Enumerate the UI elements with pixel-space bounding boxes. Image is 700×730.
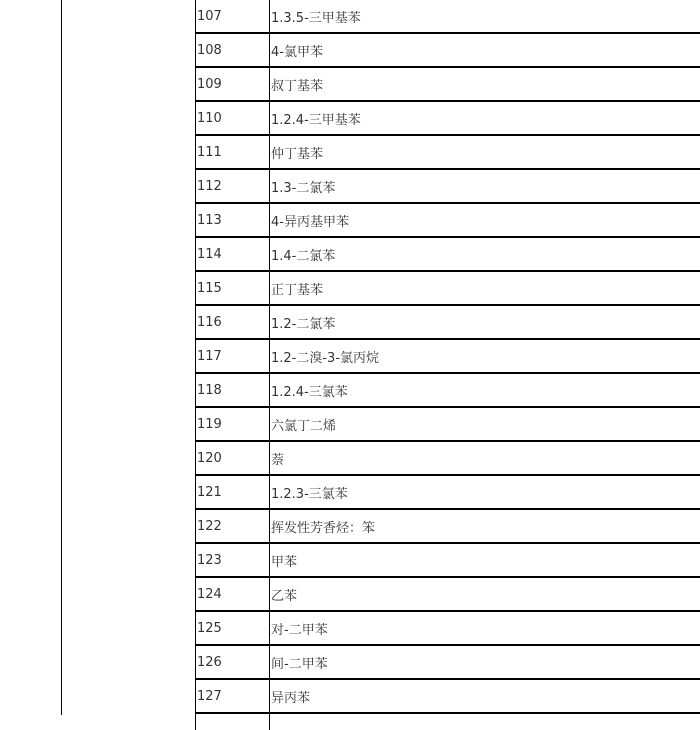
row-number: 108 bbox=[196, 33, 270, 67]
row-number: 117 bbox=[196, 339, 270, 373]
table-row bbox=[196, 169, 700, 203]
table-row bbox=[196, 645, 700, 679]
row-number: 115 bbox=[196, 271, 270, 305]
table-row bbox=[196, 373, 700, 407]
row-number: 116 bbox=[196, 305, 270, 339]
compound-name: 对-二甲苯 bbox=[270, 611, 700, 645]
table-row bbox=[196, 203, 700, 237]
row-number: 112 bbox=[196, 169, 270, 203]
table-row-partial bbox=[196, 713, 700, 730]
compound-name: 六氯丁二烯 bbox=[270, 407, 700, 441]
table-row bbox=[196, 611, 700, 645]
table-row bbox=[196, 679, 700, 713]
compound-name: 1.2.4-三氯苯 bbox=[270, 373, 700, 407]
table-row bbox=[196, 67, 700, 101]
row-number: 125 bbox=[196, 611, 270, 645]
row-number: 123 bbox=[196, 543, 270, 577]
compound-name: 叔丁基苯 bbox=[270, 67, 700, 101]
outer-column-border bbox=[61, 0, 62, 715]
table-row bbox=[196, 33, 700, 67]
row-number: 110 bbox=[196, 101, 270, 135]
table-row bbox=[196, 305, 700, 339]
table-row bbox=[196, 271, 700, 305]
compound-name: 4-异丙基甲苯 bbox=[270, 203, 700, 237]
compound-name-empty bbox=[270, 713, 700, 730]
row-number: 121 bbox=[196, 475, 270, 509]
row-number: 114 bbox=[196, 237, 270, 271]
row-number: 109 bbox=[196, 67, 270, 101]
row-number: 122 bbox=[196, 509, 270, 543]
compound-name: 间-二甲苯 bbox=[270, 645, 700, 679]
compound-name: 萘 bbox=[270, 441, 700, 475]
table-row bbox=[196, 509, 700, 543]
table-row bbox=[196, 475, 700, 509]
compound-name: 1.4-二氯苯 bbox=[270, 237, 700, 271]
row-number: 127 bbox=[196, 679, 270, 713]
table-row bbox=[196, 577, 700, 611]
row-number: 118 bbox=[196, 373, 270, 407]
table-row bbox=[196, 0, 700, 33]
table-row bbox=[196, 407, 700, 441]
table-row bbox=[196, 237, 700, 271]
compound-name: 1.2.4-三甲基苯 bbox=[270, 101, 700, 135]
table-row bbox=[196, 135, 700, 169]
row-number: 111 bbox=[196, 135, 270, 169]
compound-name: 乙苯 bbox=[270, 577, 700, 611]
row-number: 107 bbox=[196, 0, 270, 33]
compound-name: 1.2-二溴-3-氯丙烷 bbox=[270, 339, 700, 373]
compound-name: 甲苯 bbox=[270, 543, 700, 577]
row-number: 113 bbox=[196, 203, 270, 237]
row-number: 120 bbox=[196, 441, 270, 475]
table-row bbox=[196, 101, 700, 135]
compound-name: 1.2.3-三氯苯 bbox=[270, 475, 700, 509]
compound-name: 异丙苯 bbox=[270, 679, 700, 713]
compound-name: 1.3-二氯苯 bbox=[270, 169, 700, 203]
table-row bbox=[196, 441, 700, 475]
compound-name: 1.2-二氯苯 bbox=[270, 305, 700, 339]
table-row bbox=[196, 543, 700, 577]
compound-table bbox=[195, 0, 700, 730]
compound-name: 1.3.5-三甲基苯 bbox=[270, 0, 700, 33]
row-number: 119 bbox=[196, 407, 270, 441]
compound-name: 挥发性芳香烃：笨 bbox=[270, 509, 700, 543]
row-number: 126 bbox=[196, 645, 270, 679]
compound-name: 仲丁基苯 bbox=[270, 135, 700, 169]
row-number-empty bbox=[196, 713, 270, 730]
table-row bbox=[196, 339, 700, 373]
compound-name: 正丁基苯 bbox=[270, 271, 700, 305]
compound-name: 4-氯甲苯 bbox=[270, 33, 700, 67]
row-number: 124 bbox=[196, 577, 270, 611]
